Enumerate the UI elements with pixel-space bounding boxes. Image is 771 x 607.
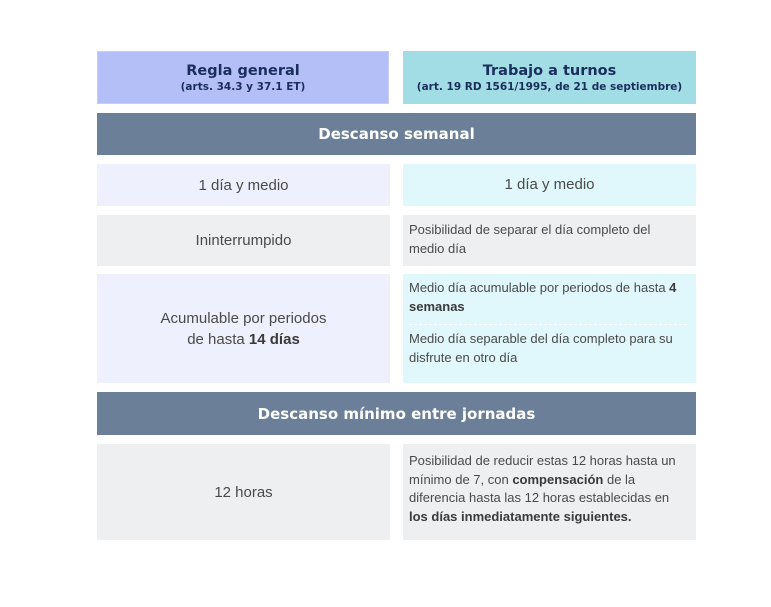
cell-semanal-row3-left bbox=[97, 274, 390, 383]
medio-dia-acumulable-bold: 4 semanas bbox=[409, 280, 677, 314]
section-descanso-semanal-title: Descanso semanal bbox=[97, 113, 696, 155]
cell-semanal-row1-right: 1 día y medio bbox=[403, 164, 696, 206]
cell-jornadas-left: 12 horas bbox=[97, 444, 390, 540]
jornadas-bold2: los días inmediatamente siguientes. bbox=[409, 508, 632, 524]
medio-dia-separable: Medio día separable del día completo para su disfrute en otro día bbox=[409, 331, 673, 365]
section-descanso-minimo-title: Descanso mínimo entre jornadas bbox=[97, 392, 696, 435]
jornadas-text2: de la diferencia hasta las 12 horas establecidas en bbox=[409, 471, 670, 505]
header-regla-general bbox=[97, 51, 389, 104]
acumulable-bold: 14 días bbox=[248, 330, 300, 348]
header-right-title: Trabajo a turnos bbox=[482, 62, 617, 79]
header-left-title: Regla general bbox=[186, 62, 300, 79]
cell-semanal-row2-left: Ininterrumpido bbox=[97, 215, 390, 266]
header-right-subtitle: (art. 19 RD 1561/1995, de 21 de septiembre) bbox=[416, 80, 683, 93]
jornadas-text1: Posibilidad de reducir estas 12 horas hasta un mínimo de 7, con bbox=[409, 453, 676, 487]
header-trabajo-turnos bbox=[403, 51, 696, 104]
jornadas-bold1: compensación bbox=[512, 471, 604, 487]
cell-semanal-row3-right bbox=[403, 274, 696, 383]
acumulable-line1: Acumulable por periodos bbox=[160, 309, 327, 327]
medio-dia-acumulable-text: Medio día acumulable por periodos de hasta bbox=[409, 280, 670, 295]
cell-semanal-row2-right: Posibilidad de separar el día completo del medio día bbox=[403, 215, 696, 266]
dashed-divider bbox=[409, 324, 687, 325]
acumulable-line2: de hasta bbox=[187, 330, 249, 348]
acumulable-text bbox=[161, 308, 327, 350]
cell-semanal-row1-left: 1 día y medio bbox=[97, 164, 390, 206]
header-left-subtitle: (arts. 34.3 y 37.1 ET) bbox=[180, 80, 306, 93]
cell-jornadas-right bbox=[403, 444, 696, 540]
medio-dia-acumulable bbox=[409, 279, 684, 316]
